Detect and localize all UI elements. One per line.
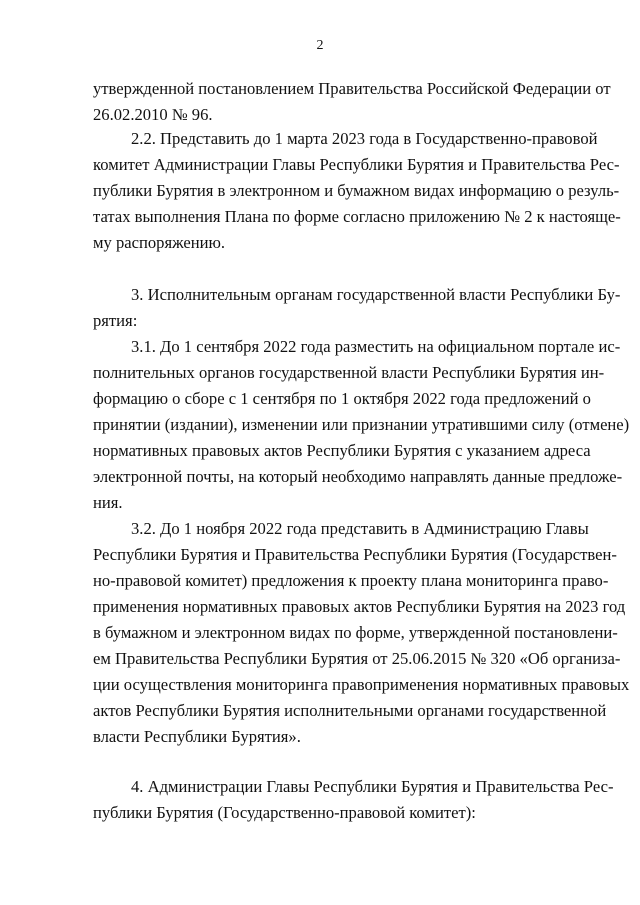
text-line: формацию о сборе с 1 сентября по 1 октября 2022 года предложений о: [93, 389, 591, 408]
text-line: публики Бурятия в электронном и бумажном видах информацию о резуль-: [93, 181, 620, 200]
paragraph-3-first-line: 3. Исполнительным органам государственной власти Республики Бу-: [131, 285, 621, 304]
text-line: Республики Бурятия и Правительства Республики Бурятия (Государствен-: [93, 545, 617, 564]
text-line: нормативных правовых актов Республики Бурятия с указанием адреса: [93, 441, 591, 460]
paragraph-3-2-first-line: 3.2. До 1 ноября 2022 года представить в Администрацию Главы: [131, 519, 589, 538]
text-line: в бумажном и электронном видах по форме, утвержденной постановлени-: [93, 623, 618, 642]
text-line: комитет Администрации Главы Республики Бурятия и Правительства Рес-: [93, 155, 620, 174]
text-line: применения нормативных правовых актов Республики Бурятия на 2023 год: [93, 597, 626, 616]
text-line: рятия:: [93, 311, 138, 330]
text-line: утвержденной постановлением Правительства Российской Федерации от: [93, 79, 611, 98]
text-line: власти Республики Бурятия».: [93, 727, 301, 746]
paragraph-3-1-first-line: 3.1. До 1 сентября 2022 года разместить на официальном портале ис-: [131, 337, 621, 356]
text-line: татах выполнения Плана по форме согласно приложению № 2 к настояще-: [93, 207, 621, 226]
text-line: му распоряжению.: [93, 233, 225, 252]
text-line: но-правовой комитет) предложения к проекту плана мониторинга право-: [93, 571, 609, 590]
text-line: электронной почты, на который необходимо направлять данные предложе-: [93, 467, 623, 486]
paragraph-2-2-first-line: 2.2. Представить до 1 марта 2023 года в Государственно-правовой: [131, 129, 598, 148]
text-line: ции осуществления мониторинга правоприменения нормативных правовых: [93, 675, 630, 694]
text-line: полнительных органов государственной власти Республики Бурятия ин-: [93, 363, 605, 382]
page-number: 2: [316, 38, 324, 53]
text-line: 26.02.2010 № 96.: [93, 105, 213, 124]
text-line: ем Правительства Республики Бурятия от 25.06.2015 № 320 «Об организа-: [93, 649, 621, 668]
text-line: актов Республики Бурятия исполнительными органами государственной: [93, 701, 607, 720]
text-line: публики Бурятия (Государственно-правовой комитет):: [93, 803, 476, 822]
text-line: принятии (издании), изменении или признании утратившими силу (отмене): [93, 415, 630, 434]
text-line: ния.: [93, 493, 123, 512]
paragraph-4-first-line: 4. Администрации Главы Республики Бурятия и Правительства Рес-: [131, 777, 614, 796]
